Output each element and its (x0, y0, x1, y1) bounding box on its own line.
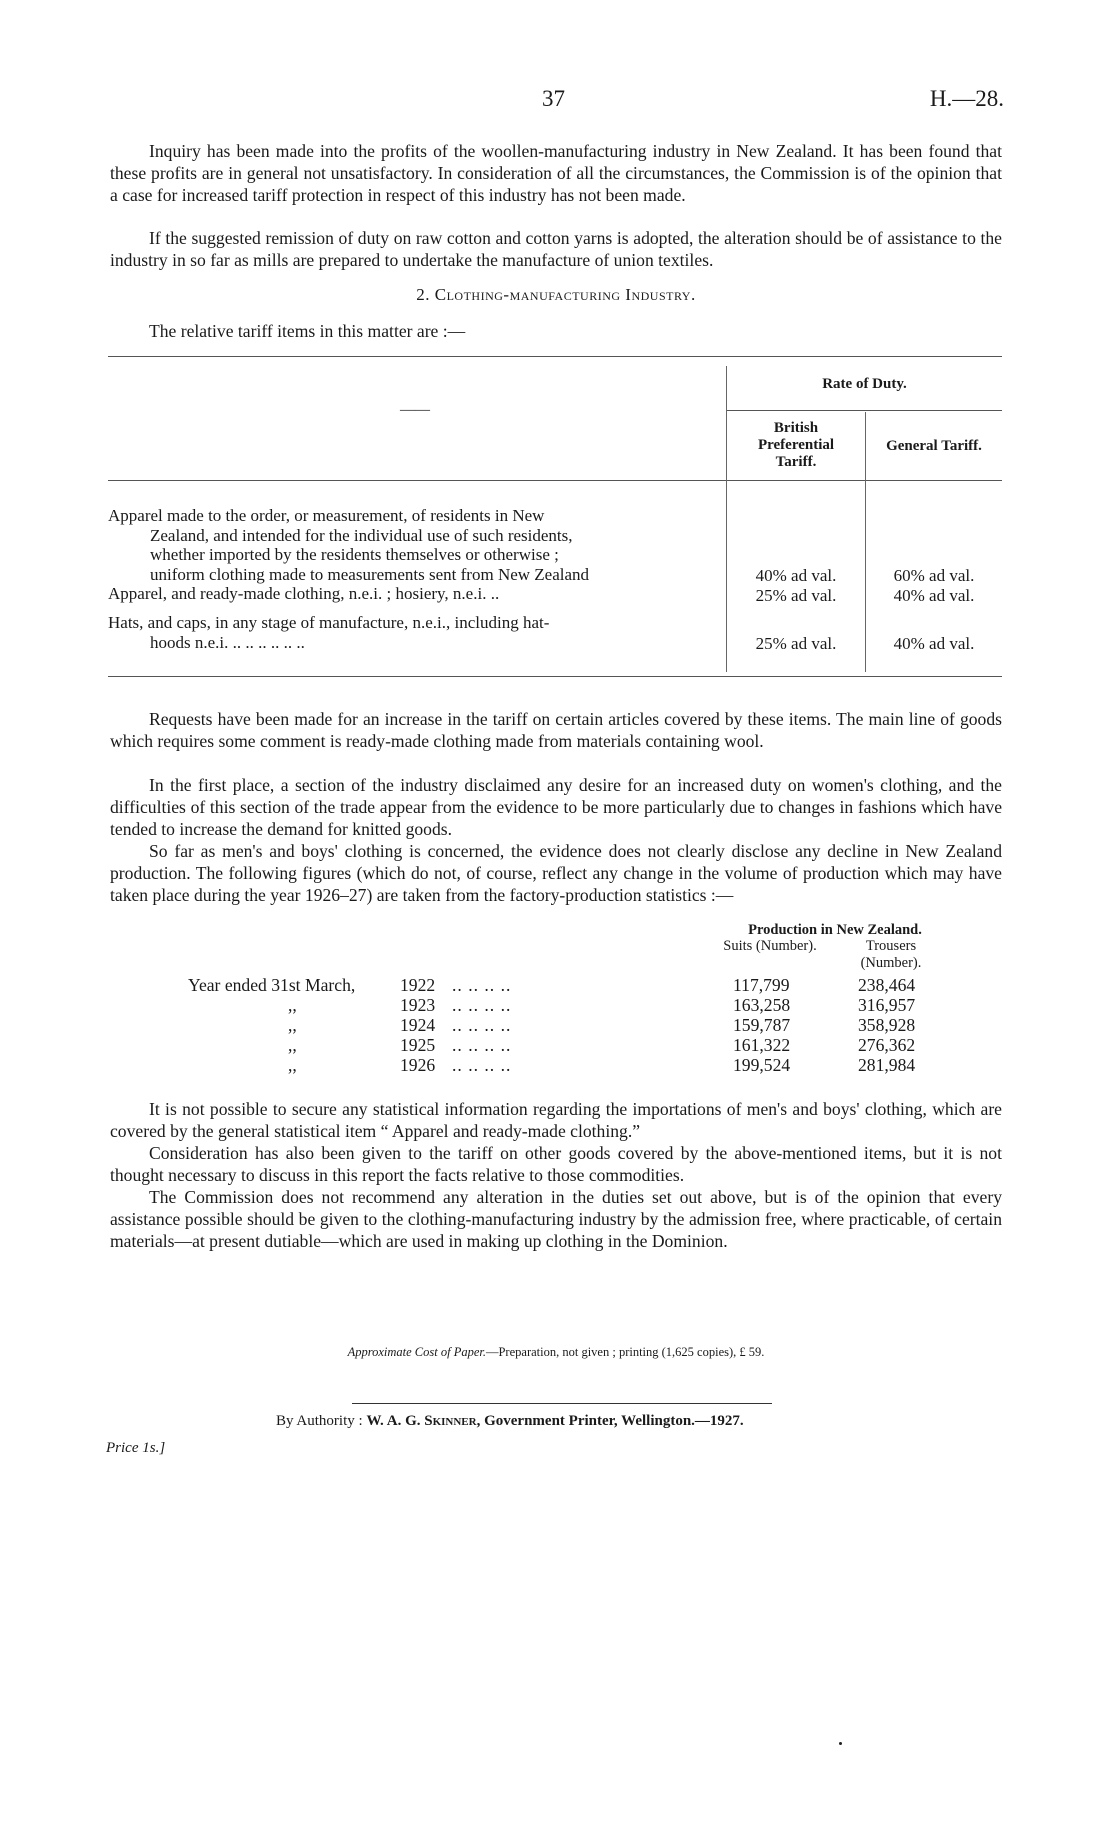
row-leader-dots: .. .. .. .. (452, 1035, 512, 1055)
rate-of-duty-header: Rate of Duty. (822, 376, 907, 392)
authority-line (276, 1413, 744, 1430)
row-year: 1922 (400, 975, 436, 995)
row-label: Year ended 31st March, (188, 975, 356, 995)
rate-general-row-2: 40% ad val. (893, 586, 975, 605)
row-trousers: 358,928 (858, 1015, 916, 1035)
paragraph-mens-clothing: So far as men's and boys' clothing is concerned, the evidence does not clearly disclose any decline in New Zealand production. The following figures (which do not, of course, reflect any change in the volume of production which may have taken place during the year 1926–27) are taken from the factory-production statistics :— (110, 841, 1002, 905)
table-row (110, 995, 1002, 1015)
rate-british-row-1: 40% ad val. (755, 566, 837, 585)
section-heading: 2. Clothing-manufacturing Industry. (416, 285, 696, 304)
row-label: ,, (288, 1055, 297, 1075)
column-divider-1 (726, 366, 727, 672)
general-tariff-header: General Tariff. (886, 438, 982, 454)
row-year: 1924 (400, 1015, 436, 1035)
row-label: ,, (288, 1035, 297, 1055)
authority-prefix: By Authority : (276, 1413, 363, 1429)
price-note: Price 1s.] (106, 1440, 166, 1456)
row-suits: 199,524 (733, 1055, 791, 1075)
tariff-item-line: Hats, and caps, in any stage of manufacture, n.e.i., including hat- (108, 613, 550, 632)
rate-british-row-3: 25% ad val. (755, 634, 837, 653)
british-preferential-header: British Preferential Tariff. (757, 420, 835, 470)
row-year: 1926 (400, 1055, 436, 1075)
cost-of-paper-note (110, 1345, 1002, 1360)
row-trousers: 238,464 (858, 975, 916, 995)
table-row (110, 1015, 1002, 1035)
paragraph-recommendation: The Commission does not recommend any alteration in the duties set out above, but is of the opinion that every assistance possible should be given to the clothing-manufacturing industry by the admission free, where practicable, of certain materials—at present dutiable—which are used in making up clothing in the Dominion. (110, 1187, 1002, 1251)
authority-rule (352, 1403, 772, 1404)
rate-general-row-1: 60% ad val. (893, 566, 975, 585)
tariff-item-line: hoods n.e.i. .. .. .. .. .. .. (150, 632, 305, 652)
row-suits: 117,799 (733, 975, 790, 995)
tariff-intro-line: The relative tariff items in this matter are :— (149, 321, 466, 341)
table-row (110, 975, 1002, 995)
paragraph-woollen-profits: Inquiry has been made into the profits of the woollen-manufacturing industry in New Zealand. It has been found that these profits are in general not unsatisfactory. In consideration of all the circumstances, the Commission is of the opinion that a case for increased tariff protection in respect of this industry has not been made. (110, 141, 1002, 205)
row-suits: 161,322 (733, 1035, 791, 1055)
row-leader-dots: .. .. .. .. (452, 1055, 512, 1075)
paragraph-requests: Requests have been made for an increase in the tariff on certain articles covered by these items. The main line of goods which requires some comment is ready-made clothing made from materials containing wool. (110, 709, 1002, 751)
row-label: ,, (288, 995, 297, 1015)
print-speck (839, 1742, 842, 1745)
table-row (110, 1035, 1002, 1055)
rate-british-row-2: 25% ad val. (755, 586, 837, 605)
table-top-rule (108, 356, 1002, 357)
cost-note-text: —Preparation, not given ; printing (1,625 copies), £ 59. (485, 1345, 765, 1359)
production-group-header: Production in New Zealand. (748, 922, 922, 938)
trousers-column-header: Trousers (Number). (860, 938, 922, 971)
cost-note-label: Approximate Cost of Paper. (347, 1345, 486, 1359)
table-row (110, 1055, 1002, 1075)
paragraph-cotton-remission: If the suggested remission of duty on raw cotton and cotton yarns is adopted, the alteration should be of assistance to the industry in so far as mills are prepared to undertake the manufacture of union textiles. (110, 228, 1002, 270)
paragraph-statistics: It is not possible to secure any statistical information regarding the importations of men's and boys' clothing, which are covered by the general statistical item “ Apparel and ready-made clothing.” (110, 1099, 1002, 1141)
row-trousers: 281,984 (858, 1055, 916, 1075)
row-year: 1925 (400, 1035, 436, 1055)
row-leader-dots: .. .. .. .. (452, 1015, 512, 1035)
tariff-item-line: Apparel, and ready-made clothing, n.e.i. ; hosiery, n.e.i. .. (108, 584, 500, 603)
row-trousers: 276,362 (858, 1035, 916, 1055)
document-code: H.—28. (929, 86, 1004, 111)
rate-general-row-3: 40% ad val. (893, 634, 975, 653)
blank-item-header: —— (400, 402, 430, 418)
row-leader-dots: .. .. .. .. (452, 995, 512, 1015)
table-header-rule (108, 480, 1002, 481)
table-bottom-rule (108, 676, 1002, 677)
tariff-item-line: Zealand, and intended for the individual use of such residents, (150, 525, 573, 545)
tariff-item-line: whether imported by the residents themselves or otherwise ; (150, 545, 559, 564)
printer-name: W. A. G. Skinner, (366, 1413, 481, 1429)
row-trousers: 316,957 (858, 995, 916, 1015)
row-year: 1923 (400, 995, 436, 1015)
row-label: ,, (288, 1015, 297, 1035)
tariff-item-line: Apparel made to the order, or measurement, of residents in New (108, 506, 545, 525)
printer-details: Government Printer, Wellington.—1927. (484, 1413, 744, 1429)
rate-subheader-rule (727, 410, 1002, 411)
row-suits: 163,258 (733, 995, 791, 1015)
row-suits: 159,787 (733, 1015, 791, 1035)
suits-column-header: Suits (Number). (723, 938, 817, 954)
row-leader-dots: .. .. .. .. (452, 975, 512, 995)
paragraph-other-goods: Consideration has also been given to the tariff on other goods covered by the above-mentioned items, but it is not thought necessary to discuss in this report the facts relative to those commodities. (110, 1143, 1002, 1185)
paragraph-womens-clothing: In the first place, a section of the industry disclaimed any desire for an increased duty on women's clothing, and the difficulties of this section of the trade appear from the evidence to be more particularly due to changes in fashions which have tended to increase the demand for knitted goods. (110, 775, 1002, 839)
page-number: 37 (542, 86, 565, 111)
tariff-item-line: uniform clothing made to measurements sent from New Zealand (150, 564, 590, 584)
